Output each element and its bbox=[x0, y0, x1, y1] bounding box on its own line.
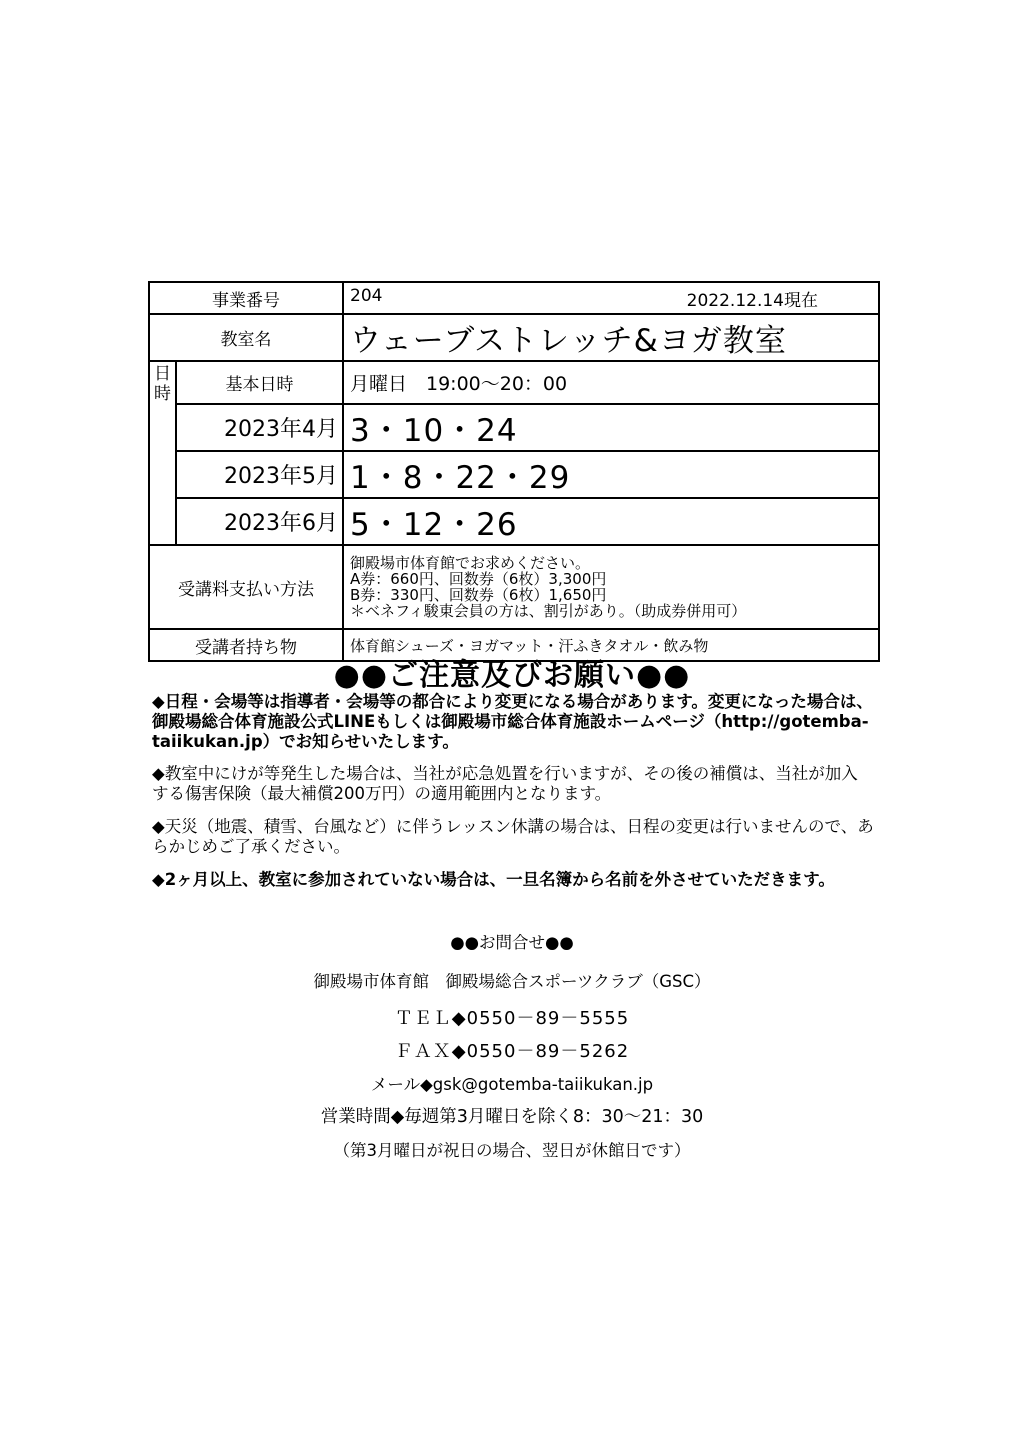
fee-details bbox=[343, 545, 879, 629]
datetime-label-char-2: 時 bbox=[154, 384, 171, 404]
notice-item: ◆教室中にけが等発生した場合は、当社が応急処置を行いますが、その後の補償は、当社が加入する傷害保険（最大補償200万円）の適用範囲内となります。 bbox=[152, 764, 858, 803]
contact-hours-note: （第3月曜日が祝日の場合、翌日が休館日です） bbox=[333, 1141, 691, 1160]
contact-tel: ＴＥＬ◆0550－89－5555 bbox=[394, 1008, 630, 1029]
items-label: 受講者持ち物 bbox=[149, 629, 343, 661]
schedule-dates: 5・12・26 bbox=[343, 498, 879, 545]
contact-title: ●●お問合せ●● bbox=[450, 933, 574, 952]
basic-schedule-row bbox=[149, 361, 879, 404]
basic-schedule-value: 月曜日 19:00～20：00 bbox=[343, 361, 879, 404]
schedule-month: 2023年6月 bbox=[176, 498, 343, 545]
contact-mail: メール◆gsk@gotemba-taiikukan.jp bbox=[370, 1075, 654, 1094]
notice-item: ◆2ヶ月以上、教室に参加されていない場合は、一旦名簿から名前を外させていただきます。 bbox=[152, 870, 835, 889]
contact-hours: 営業時間◆毎週第3月曜日を除く8：30～21：30 bbox=[320, 1107, 704, 1127]
contact-org: 御殿場市体育館 御殿場総合スポーツクラブ（GSC） bbox=[313, 972, 711, 991]
schedule-row bbox=[149, 498, 879, 545]
datetime-label bbox=[149, 361, 176, 545]
fee-line: ＊ベネフィ駿東会員の方は、割引があり。（助成券併用可） bbox=[350, 602, 747, 620]
schedule-row bbox=[149, 404, 879, 451]
notice-title: ●●ご注意及びお願い●● bbox=[333, 658, 691, 693]
class-info-table bbox=[148, 281, 880, 662]
schedule-dates: 1・8・22・29 bbox=[343, 451, 879, 498]
contact-fax: ＦＡＸ◆0550－89－5262 bbox=[394, 1041, 630, 1062]
class-name-row bbox=[149, 314, 879, 361]
datetime-label-char-1: 日 bbox=[154, 364, 171, 384]
items-value: 体育館シューズ・ヨガマット・汗ふきタオル・飲み物 bbox=[343, 629, 879, 661]
as-of-date: 2022.12.14現在 bbox=[686, 290, 818, 311]
business-no-label: 事業番号 bbox=[149, 282, 343, 314]
fee-line: B券：330円、回数券（6枚）1,650円 bbox=[350, 586, 607, 604]
fee-label: 受講料支払い方法 bbox=[149, 545, 343, 629]
schedule-month: 2023年4月 bbox=[176, 404, 343, 451]
basic-schedule-label: 基本日時 bbox=[176, 361, 343, 404]
business-no-row bbox=[149, 282, 879, 314]
schedule-dates: 3・10・24 bbox=[343, 404, 879, 451]
fee-line: 御殿場市体育館でお求めください。 bbox=[350, 554, 591, 572]
fee-line: A券：660円、回数券（6枚）3,300円 bbox=[350, 570, 607, 588]
notice-item: ◆日程・会場等は指導者・会場等の都合により変更になる場合があります。変更になった場合は、御殿場総合体育施設公式LINEもしくは御殿場市総合体育施設ホームページ（http://gotemba-taiikukan.jp）でお知らせいたします。 bbox=[152, 692, 873, 751]
notice-item: ◆天災（地震、積雪、台風など）に伴うレッスン休講の場合は、日程の変更は行いませんので、あらかじめご了承ください。 bbox=[152, 817, 874, 856]
schedule-month: 2023年5月 bbox=[176, 451, 343, 498]
schedule-row bbox=[149, 451, 879, 498]
fee-row bbox=[149, 545, 879, 629]
class-name-value: ウェーブストレッチ&ヨガ教室 bbox=[343, 314, 879, 361]
class-name-label: 教室名 bbox=[149, 314, 343, 361]
business-no-value: 204 bbox=[350, 285, 383, 306]
